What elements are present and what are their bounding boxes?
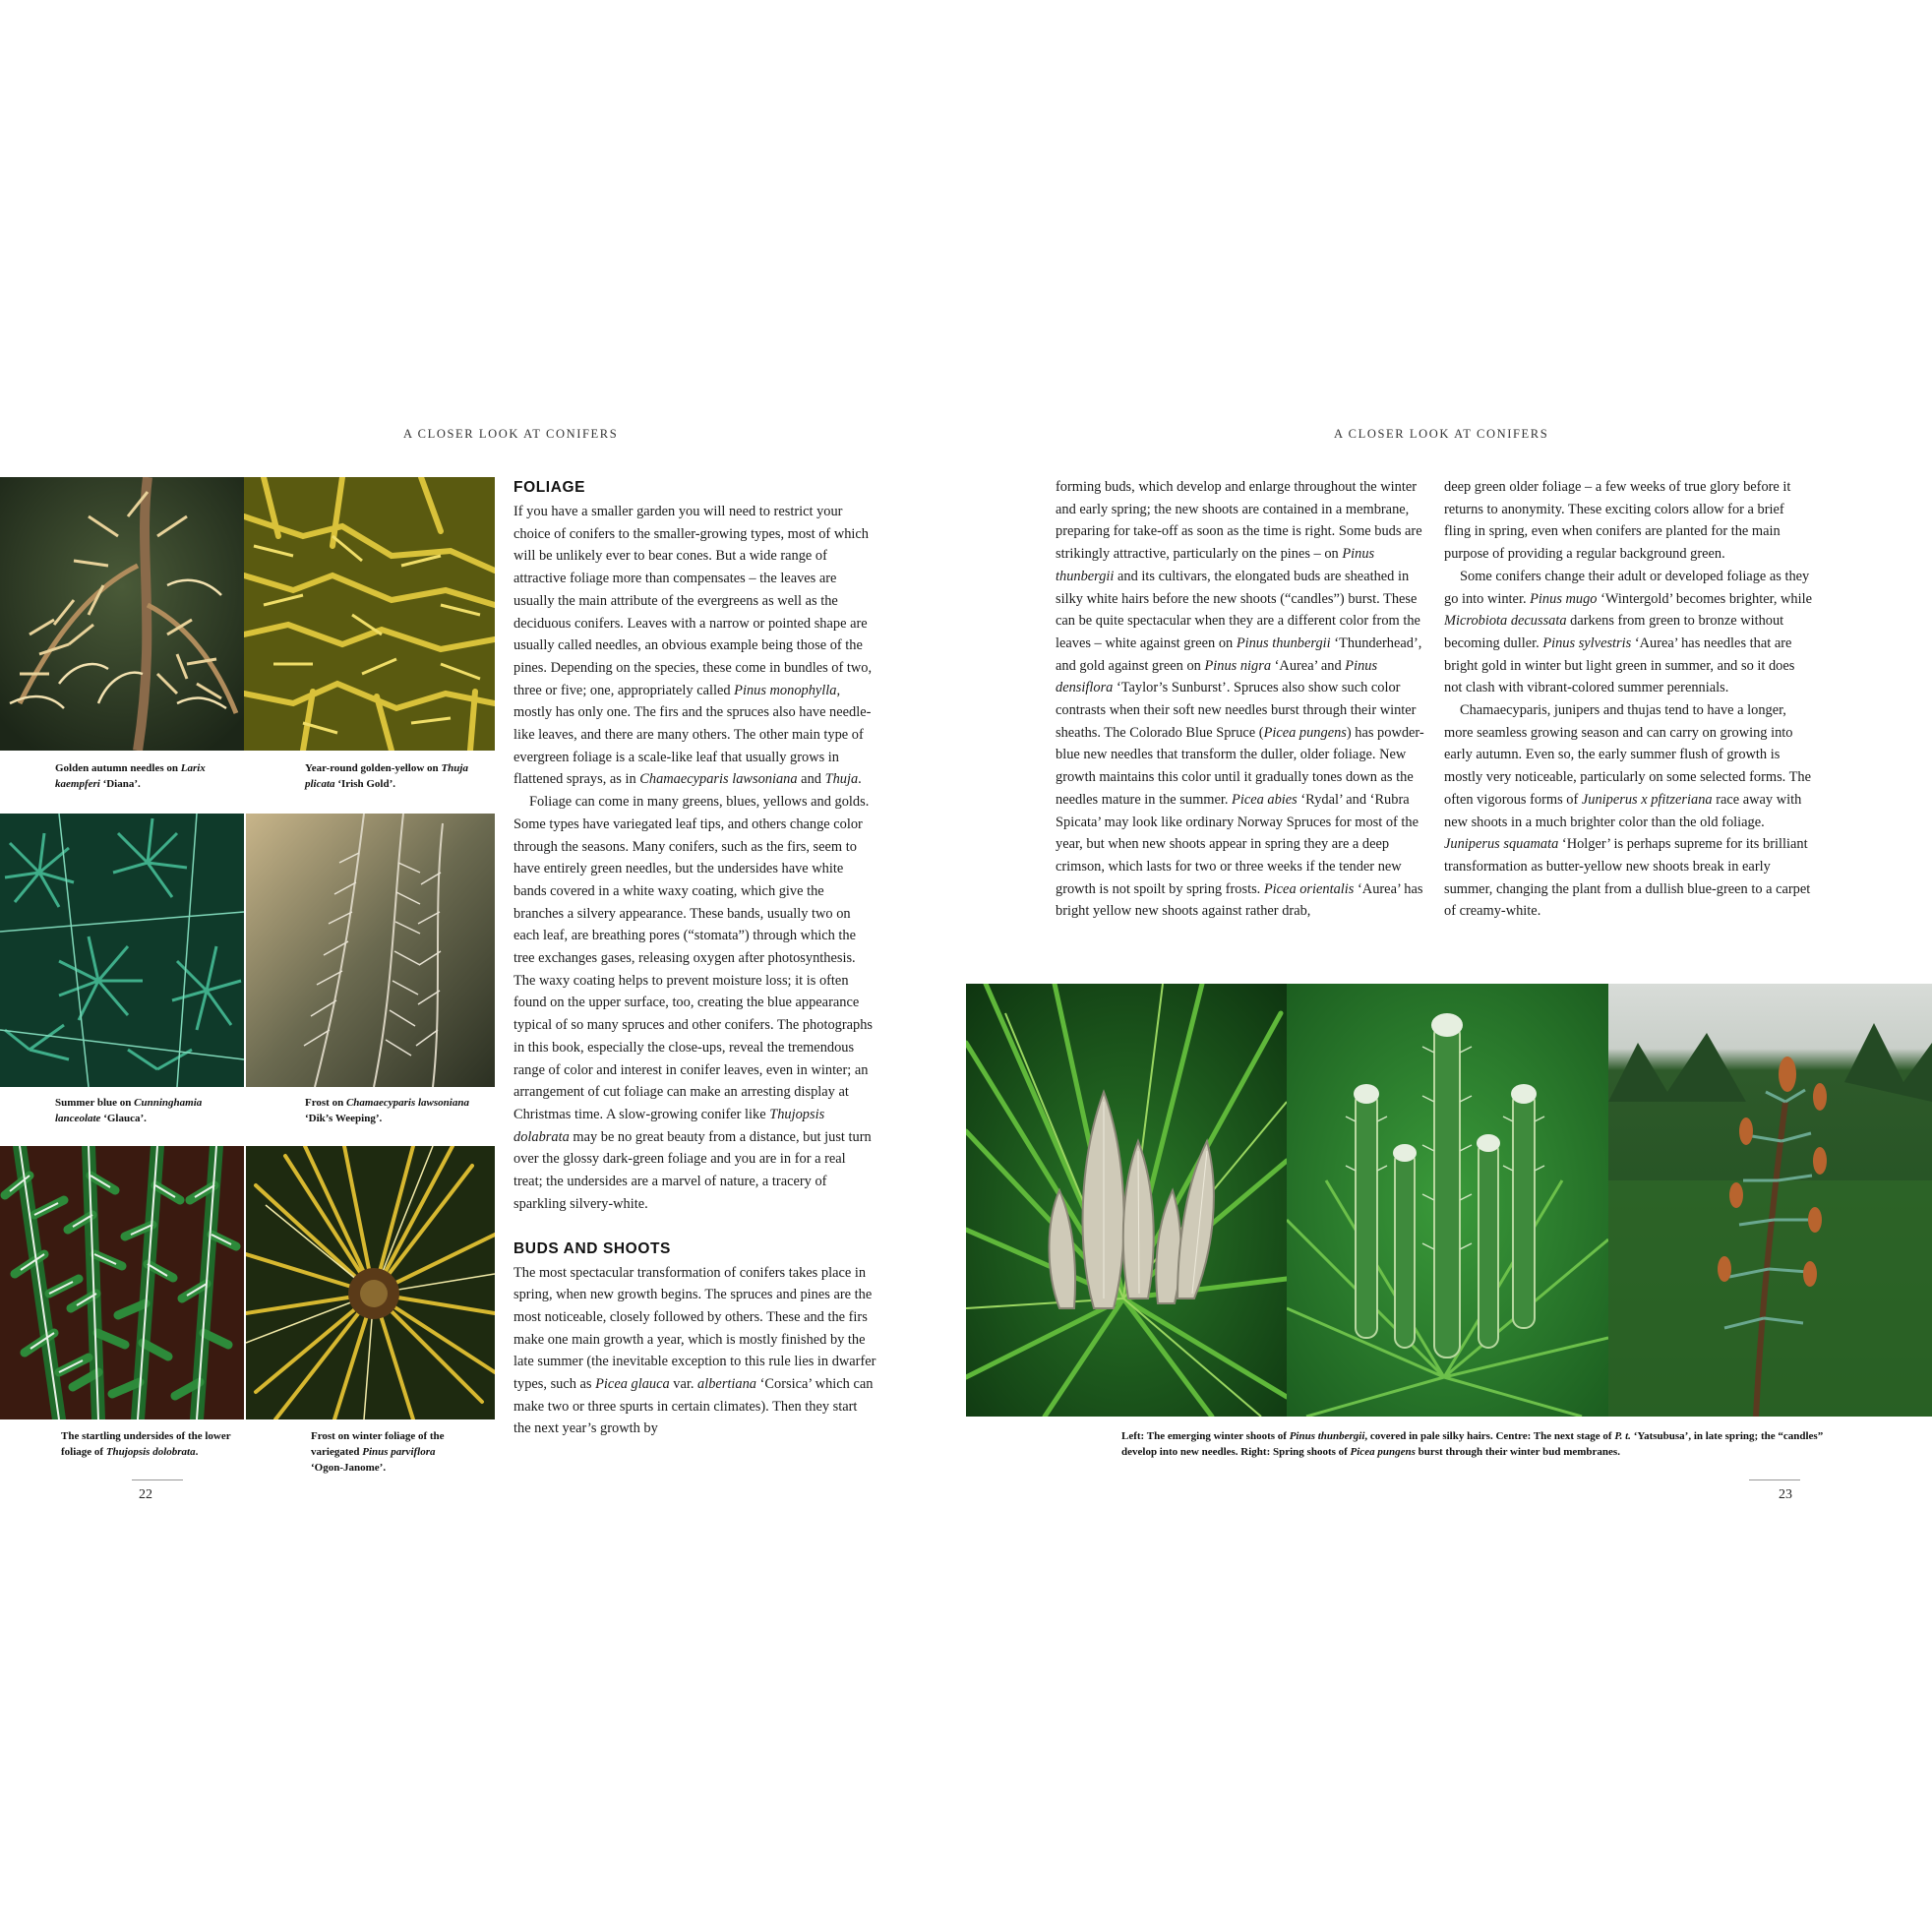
photo-picea-pungens-spring-shoots [1608,984,1932,1417]
caption-chamaecyparis: Frost on Chamaecyparis lawsoniana ‘Dik’s Weeping’. [305,1097,469,1124]
right-text-column-1 [1056,476,1425,923]
paragraph-foliage-1: If you have a smaller garden you will need to restrict your choice of conifers to the smaller-growing types, most of which will be unlikely ever to bear cones. But a wide range of attractive foliage more than compensates – the leaves are usually the main attribute of the evergreens as well as the deciduous conifers. Leaves with a narrow or pointed shape are usually called needles, an obvious example being those of the pines. Depending on the species, these come in bundles of two, three or five; one, appropriately called Pinus monophylla, mostly has only one. The firs and the spruces also have needle-like leaves, and there are many others. The other main type of evergreen foliage is a scale-like leaf that usually grows in flattened sprays, as in Chamaecyparis lawsoniana and Thuja. [513,504,873,788]
caption-cunninghamia: Summer blue on Cunninghamia lanceolate ‘Glauca’. [55,1097,203,1124]
photo-thujopsis-undersides [0,1146,244,1419]
folio-rule-right [1749,1479,1800,1480]
page-number-right: 23 [1779,1487,1792,1502]
photo-cunninghamia-glauca [0,814,244,1087]
caption-thuja: Year-round golden-yellow on Thuja plicata ‘Irish Gold’. [305,762,468,790]
photo-pinus-thunbergii-winter-shoots [966,984,1287,1417]
heading-buds-and-shoots: BUDS AND SHOOTS [513,1239,671,1257]
photo-larix-golden-needles [0,477,244,751]
right-page [966,0,1932,1932]
right-text-column-2 [1444,476,1814,923]
paragraph-right-col2-1: deep green older foliage – a few weeks of true glory before it returns to anonymity. These exciting colors allow for a brief fling in spring, even when conifers are planted for the main purpose of providing a regular background green. [1444,479,1791,563]
photo-pinus-yatsubusa-candles [1287,984,1608,1417]
running-head-left: A CLOSER LOOK AT CONIFERS [403,427,619,441]
photo-pinus-parviflora-frost [246,1146,495,1419]
caption-pinus-parviflora: Frost on winter foliage of the variegated Pinus parviflora ‘Ogon-Janome’. [311,1430,445,1474]
caption-larix: Golden autumn needles on Larix kaempferi ‘Diana’. [55,762,206,790]
photo-thuja-irish-gold [244,477,495,751]
caption-panorama: Left: The emerging winter shoots of Pinus thunbergii, covered in pale silky hairs. Centre: The next stage of P. t. ‘Yatsubusa’, in late spring; the “candles” develop into new needles. Right: Spring shoots of Picea pungens burst through their winter bud membranes. [1121,1430,1824,1458]
paragraph-right-col2-2: Some conifers change their adult or developed foliage as they go into winter. Pinus mugo ‘Wintergold’ becomes brighter, while Microbiota decussata darkens from green to bronze without becoming duller. Pinus sylvestris ‘Aurea’ has needles that are bright gold in winter but light green in summer, and so it does not clash with vibrant-colored summer perennials. [1444,568,1812,696]
heading-foliage: FOLIAGE [513,479,586,496]
caption-thujopsis: The startling undersides of the lower foliage of Thujopsis dolobrata. [61,1430,231,1458]
page-number-left: 22 [139,1487,152,1502]
left-text-column [513,476,877,1440]
paragraph-foliage-2: Foliage can come in many greens, blues, yellows and golds. Some types have variegated leaf tips, and others change color through the seasons. Many conifers, such as the firs, seem to have entirely green needles, but the undersides have white bands covered in a white waxy coating, which give the branches a silvery appearance. These bands, usually two on each leaf, are breathing pores (“stomata”) through which the tree exchanges gases, releasing oxygen after photosynthesis. The waxy coating helps to prevent moisture loss; it is often found on the upper surface, too, creating the blue appearance typical of so many spruces and other conifers. The photographs in this book, especially the close-ups, reveal the tremendous range of color and interest in conifer leaves, even in winter; an arrangement of cut foliage can make an arresting display at Christmas time. A slow-growing conifer like Thujopsis dolabrata may be no great beauty from a distance, but just turn over the glossy dark-green foliage and you are in for a real treat; the undersides are a marvel of nature, a tracery of sparkling silvery-white. [513,794,874,1212]
paragraph-buds-1: The most spectacular transformation of conifers takes place in spring, when new growth begins. The spruces and pines are the most noticeable, closely followed by others. These and the firs make one main growth a year, which is mostly finished by the late summer (the inevitable exception to this rule lies in dwarfer types, such as Picea glauca var. albertiana ‘Corsica’ which can make two or three spurts in certain climates). Then they start the next year’s growth by [513,1264,876,1437]
running-head-right: A CLOSER LOOK AT CONIFERS [1334,427,1549,441]
folio-rule-left [132,1479,183,1480]
paragraph-right-col2-3: Chamaecyparis, junipers and thujas tend to have a longer, more seamless growing season and can carry on growing into early autumn. Even so, the early summer flush of growth is mostly very noticeable, particularly on some selected forms. The often vigorous forms of Juniperus x pfitzeriana race away with new shoots in a much brighter color than the old foliage. Juniperus squamata ‘Holger’ is perhaps supreme for its brilliant transformation as butter-yellow new shoots break in early summer, changing the plant from a dullish blue-green to a carpet of creamy-white. [1444,702,1811,920]
photo-chamaecyparis-frost [246,814,495,1087]
paragraph-right-col1: forming buds, which develop and enlarge throughout the winter and early spring; the new shoots are contained in a membrane, preparing for take-off as soon as the time is right. Some buds are strikingly attractive, particularly on the pines – on Pinus thunbergii and its cultivars, the elongated buds are sheathed in silky white hairs before the new shoots (“candles”) burst. These can be quite spectacular when they are a different color from the leaves – white against green on Pinus thunbergii ‘Thunderhead’, and gold against green on Pinus nigra ‘Aurea’ and Pinus densiflora ‘Taylor’s Sunburst’. Spruces also show such color contrasts when their soft new needles burst through their winter sheaths. The Colorado Blue Spruce (Picea pungens) has powder-blue new needles that transform the duller, older foliage. New growth maintains this color until it gradually tones down as the needles mature in the summer. Picea abies ‘Rydal’ and ‘Rubra Spicata’ may look like ordinary Norway Spruces for most of the year, but when new shoots appear in spring they are a deep crimson, which lasts for two or three weeks if the tender new growth is not spoilt by spring frosts. Picea orientalis ‘Aurea’ has bright yellow new shoots against rather drab, [1056,479,1424,920]
